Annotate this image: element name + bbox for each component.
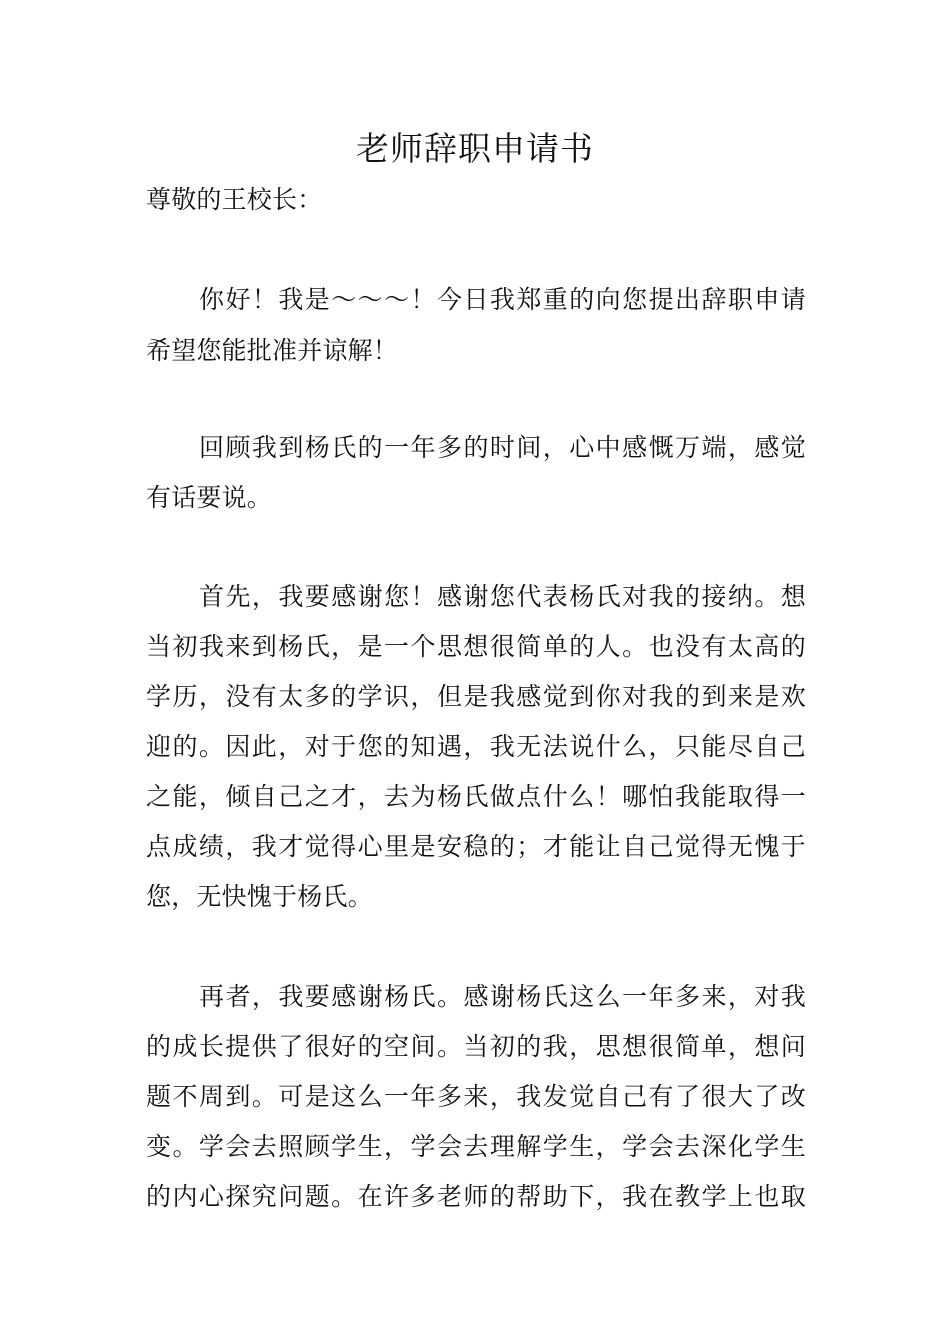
paragraph-line: 当初我来到杨氏，是一个思想很简单的人。也没有太高的 (146, 632, 806, 661)
paragraph-line: 希望您能批准并谅解！ (146, 336, 399, 365)
paragraph-line: 回顾我到杨氏的一年多的时间，心中感慨万端，感觉 (199, 433, 806, 462)
salutation: 尊敬的王校长： (146, 185, 323, 214)
paragraph-line: 点成绩，我才觉得心里是安稳的；才能让自己觉得无愧于 (146, 832, 806, 861)
paragraph-line: 的内心探究问题。在许多老师的帮助下，我在教学上也取 (146, 1182, 806, 1211)
paragraph-line: 你好！我是～～～！今日我郑重的向您提出辞职申请 (199, 285, 806, 314)
paragraph-line: 再者，我要感谢杨氏。感谢杨氏这么一年多来，对我 (199, 982, 806, 1011)
paragraph-line: 学历，没有太多的学识，但是我感觉到你对我的到来是欢 (146, 682, 806, 711)
paragraph-line: 变。学会去照顾学生，学会去理解学生，学会去深化学生 (146, 1132, 806, 1161)
paragraph-line: 迎的。因此，对于您的知遇，我无法说什么，只能尽自己 (146, 732, 806, 761)
paragraph-line: 之能，倾自己之才，去为杨氏做点什么！哪怕我能取得一 (146, 782, 806, 811)
paragraph-line: 有话要说。 (146, 483, 273, 512)
paragraph-line: 首先，我要感谢您！感谢您代表杨氏对我的接纳。想 (199, 582, 806, 611)
paragraph-line: 的成长提供了很好的空间。当初的我，思想很简单，想问 (146, 1032, 806, 1061)
paragraph-line: 题不周到。可是这么一年多来，我发觉自己有了很大了改 (146, 1082, 806, 1111)
document-title: 老师辞职申请书 (356, 129, 594, 168)
paragraph-line: 您，无快愧于杨氏。 (146, 882, 373, 911)
